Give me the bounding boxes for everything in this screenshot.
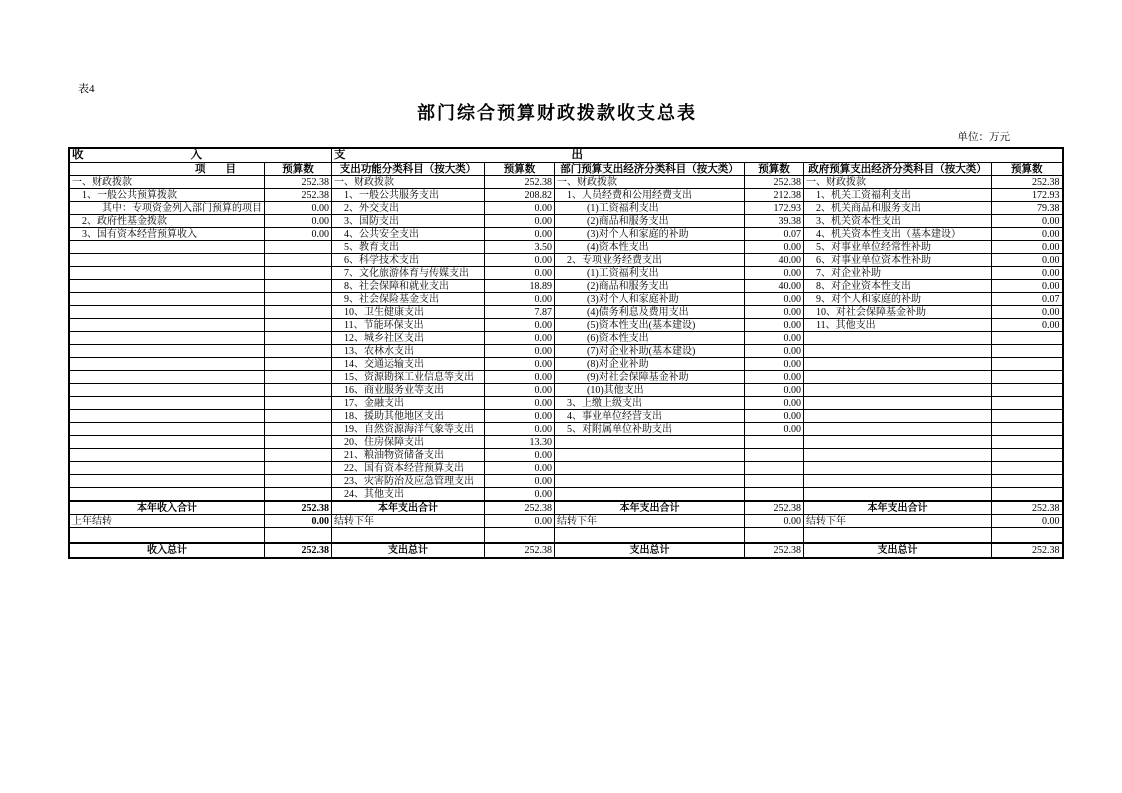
item-label-cell: 17、金融支出: [332, 397, 485, 410]
item-label-cell: 6、对事业单位资本性补助: [804, 254, 992, 267]
item-label-cell: [555, 436, 745, 449]
table-row: [69, 280, 1063, 293]
item-label-cell: (4)资本性支出: [555, 241, 745, 254]
item-label-cell: (8)对企业补助: [555, 358, 745, 371]
item-label-cell: [69, 306, 265, 319]
item-label-cell: 上年结转: [69, 515, 265, 528]
footer-row-carry: [69, 515, 1063, 528]
column-header-budget: 预算数: [992, 163, 1063, 176]
budget-value-cell: 0.00: [745, 384, 804, 397]
budget-value-cell: 0.00: [745, 293, 804, 306]
budget-value-cell: 0.00: [485, 384, 555, 397]
item-label-cell: 3、国有资本经营预算收入: [69, 228, 265, 241]
budget-value-cell: [265, 384, 332, 397]
budget-value-cell: 252.38: [485, 501, 555, 515]
item-label-cell: 其中：专项资金列入部门预算的项目: [69, 202, 265, 215]
item-label-cell: 2、外交支出: [332, 202, 485, 215]
table-row: [69, 410, 1063, 423]
column-header-row: [69, 163, 1063, 176]
item-label-cell: 5、教育支出: [332, 241, 485, 254]
item-label-cell: [69, 436, 265, 449]
budget-value-cell: 0.00: [745, 345, 804, 358]
item-label-cell: [69, 345, 265, 358]
budget-value-cell: 172.93: [992, 189, 1063, 202]
item-label-cell: [804, 384, 992, 397]
budget-value-cell: 252.38: [745, 176, 804, 189]
item-label-cell: 4、公共安全支出: [332, 228, 485, 241]
item-label-cell: (4)债务利息及费用支出: [555, 306, 745, 319]
footer-row-blank: [69, 528, 1063, 544]
budget-value-cell: [265, 254, 332, 267]
item-label-cell: 本年支出合计: [804, 501, 992, 515]
item-label-cell: [69, 462, 265, 475]
budget-value-cell: [265, 449, 332, 462]
item-label-cell: 8、社会保障和就业支出: [332, 280, 485, 293]
table-row: [69, 345, 1063, 358]
budget-value-cell: 0.00: [992, 254, 1063, 267]
budget-value-cell: [745, 488, 804, 502]
budget-value-cell: 0.00: [992, 280, 1063, 293]
item-label-cell: [804, 449, 992, 462]
item-label-cell: [804, 358, 992, 371]
item-label-cell: 6、科学技术支出: [332, 254, 485, 267]
table-row: [69, 397, 1063, 410]
budget-value-cell: [265, 462, 332, 475]
budget-value-cell: 0.00: [485, 332, 555, 345]
budget-value-cell: 0.00: [485, 228, 555, 241]
table-row: [69, 241, 1063, 254]
item-label-cell: 24、其他支出: [332, 488, 485, 502]
item-label-cell: 一、财政拨款: [555, 176, 745, 189]
item-label-cell: [555, 449, 745, 462]
budget-value-cell: 79.38: [992, 202, 1063, 215]
table-row: [69, 254, 1063, 267]
budget-value-cell: [992, 358, 1063, 371]
budget-value-cell: 0.00: [745, 515, 804, 528]
page-title: 部门综合预算财政拨款收支总表: [417, 103, 697, 123]
item-label-cell: 18、援助其他地区支出: [332, 410, 485, 423]
item-label-cell: [804, 423, 992, 436]
budget-value-cell: [265, 319, 332, 332]
budget-value-cell: [265, 475, 332, 488]
budget-value-cell: [992, 332, 1063, 345]
item-label-cell: 本年支出合计: [332, 501, 485, 515]
item-label-cell: [804, 397, 992, 410]
column-header-gov-economic-class: 政府预算支出经济分类科目（按大类）: [804, 163, 992, 176]
item-label-cell: [69, 397, 265, 410]
budget-value-cell: [745, 436, 804, 449]
item-label-cell: [804, 528, 992, 544]
item-label-cell: 1、机关工资福利支出: [804, 189, 992, 202]
budget-value-cell: 0.00: [485, 515, 555, 528]
item-label-cell: 4、机关资本性支出（基本建设）: [804, 228, 992, 241]
budget-value-cell: 252.38: [485, 543, 555, 558]
budget-value-cell: [992, 410, 1063, 423]
budget-value-cell: 252.38: [992, 543, 1063, 558]
budget-value-cell: 0.00: [485, 397, 555, 410]
budget-value-cell: 0.00: [485, 202, 555, 215]
item-label-cell: 12、城乡社区支出: [332, 332, 485, 345]
budget-value-cell: 0.00: [745, 410, 804, 423]
column-header-budget: 预算数: [265, 163, 332, 176]
footer-row-grand: [69, 543, 1063, 558]
item-label-cell: [804, 475, 992, 488]
budget-value-cell: 0.00: [745, 267, 804, 280]
budget-value-cell: 0.00: [745, 423, 804, 436]
budget-value-cell: 0.00: [485, 410, 555, 423]
budget-value-cell: [265, 306, 332, 319]
budget-value-cell: [265, 371, 332, 384]
item-label-cell: [555, 462, 745, 475]
budget-value-cell: 0.00: [265, 228, 332, 241]
column-header-budget: 预算数: [745, 163, 804, 176]
item-label-cell: (1)工资福利支出: [555, 267, 745, 280]
item-label-cell: [332, 528, 485, 544]
item-label-cell: 7、文化旅游体育与传媒支出: [332, 267, 485, 280]
budget-value-cell: 252.38: [485, 176, 555, 189]
item-label-cell: 23、灾害防治及应急管理支出: [332, 475, 485, 488]
table-row: [69, 358, 1063, 371]
item-label-cell: 2、专项业务经费支出: [555, 254, 745, 267]
table-row: [69, 215, 1063, 228]
table-row: [69, 176, 1063, 189]
budget-value-cell: [265, 293, 332, 306]
budget-value-cell: 0.00: [485, 371, 555, 384]
table-row: [69, 371, 1063, 384]
item-label-cell: 结转下年: [332, 515, 485, 528]
table-row: [69, 189, 1063, 202]
budget-value-cell: 0.00: [745, 332, 804, 345]
budget-value-cell: 0.00: [485, 254, 555, 267]
budget-value-cell: 0.00: [745, 358, 804, 371]
budget-value-cell: 0.00: [992, 241, 1063, 254]
budget-value-cell: 0.00: [745, 241, 804, 254]
expense-group-header: 支出: [332, 148, 1063, 163]
item-label-cell: [69, 358, 265, 371]
column-header-budget: 预算数: [485, 163, 555, 176]
budget-value-cell: [265, 528, 332, 544]
item-label-cell: [69, 332, 265, 345]
item-label-cell: (10)其他支出: [555, 384, 745, 397]
item-label-cell: [69, 241, 265, 254]
item-label-cell: 结转下年: [804, 515, 992, 528]
item-label-cell: (1)工资福利支出: [555, 202, 745, 215]
table-footer: [69, 501, 1063, 558]
budget-value-cell: 0.00: [992, 515, 1063, 528]
item-label-cell: 1、一般公共服务支出: [332, 189, 485, 202]
budget-value-cell: [265, 267, 332, 280]
item-label-cell: 支出总计: [804, 543, 992, 558]
table-tag: 表4: [78, 83, 95, 95]
table-row: [69, 293, 1063, 306]
item-label-cell: [69, 423, 265, 436]
item-label-cell: [804, 332, 992, 345]
table-row: [69, 306, 1063, 319]
budget-value-cell: [992, 436, 1063, 449]
budget-value-cell: [265, 397, 332, 410]
budget-value-cell: 0.00: [745, 306, 804, 319]
budget-value-cell: 252.38: [265, 189, 332, 202]
item-label-cell: [69, 475, 265, 488]
item-label-cell: 19、自然资源海洋气象等支出: [332, 423, 485, 436]
item-label-cell: 3、机关资本性支出: [804, 215, 992, 228]
budget-value-cell: 0.00: [485, 423, 555, 436]
budget-value-cell: 0.00: [992, 319, 1063, 332]
item-label-cell: 8、对企业资本性支出: [804, 280, 992, 293]
item-label-cell: 一、财政拨款: [332, 176, 485, 189]
item-label-cell: [555, 475, 745, 488]
item-label-cell: (9)对社会保障基金补助: [555, 371, 745, 384]
budget-value-cell: 39.38: [745, 215, 804, 228]
item-label-cell: [69, 488, 265, 502]
table-row: [69, 462, 1063, 475]
budget-value-cell: 0.00: [485, 449, 555, 462]
budget-value-cell: [265, 280, 332, 293]
budget-value-cell: 252.38: [745, 501, 804, 515]
item-label-cell: (3)对个人和家庭的补助: [555, 228, 745, 241]
item-label-cell: 7、对企业补助: [804, 267, 992, 280]
budget-value-cell: [265, 345, 332, 358]
budget-value-cell: 0.00: [485, 345, 555, 358]
budget-value-cell: [992, 384, 1063, 397]
budget-value-cell: 212.38: [745, 189, 804, 202]
item-label-cell: 一、财政拨款: [804, 176, 992, 189]
budget-value-cell: [485, 528, 555, 544]
budget-value-cell: 0.00: [485, 319, 555, 332]
budget-value-cell: 7.87: [485, 306, 555, 319]
item-label-cell: 2、机关商品和服务支出: [804, 202, 992, 215]
budget-value-cell: 40.00: [745, 254, 804, 267]
budget-value-cell: 0.00: [485, 267, 555, 280]
budget-value-cell: 0.07: [992, 293, 1063, 306]
footer-row-total: [69, 501, 1063, 515]
item-label-cell: [69, 267, 265, 280]
item-label-cell: 2、政府性基金拨款: [69, 215, 265, 228]
item-label-cell: 9、社会保险基金支出: [332, 293, 485, 306]
item-label-cell: 9、对个人和家庭的补助: [804, 293, 992, 306]
item-label-cell: 4、事业单位经营支出: [555, 410, 745, 423]
item-label-cell: 5、对附属单位补助支出: [555, 423, 745, 436]
item-label-cell: 结转下年: [555, 515, 745, 528]
item-label-cell: 14、交通运输支出: [332, 358, 485, 371]
budget-value-cell: 208.82: [485, 189, 555, 202]
budget-value-cell: 0.00: [992, 306, 1063, 319]
item-label-cell: [804, 371, 992, 384]
budget-value-cell: 0.00: [992, 267, 1063, 280]
budget-value-cell: 0.00: [992, 228, 1063, 241]
budget-value-cell: [992, 423, 1063, 436]
item-label-cell: 21、粮油物资储备支出: [332, 449, 485, 462]
table-row: [69, 475, 1063, 488]
item-label-cell: [804, 345, 992, 358]
item-label-cell: 16、商业服务业等支出: [332, 384, 485, 397]
table-row: [69, 319, 1063, 332]
budget-value-cell: [992, 488, 1063, 502]
table-body: [69, 176, 1063, 502]
item-label-cell: [69, 254, 265, 267]
budget-value-cell: [745, 475, 804, 488]
budget-value-cell: 0.00: [485, 488, 555, 502]
budget-value-cell: 18.89: [485, 280, 555, 293]
item-label-cell: (6)资本性支出: [555, 332, 745, 345]
budget-value-cell: [265, 488, 332, 502]
budget-value-cell: [265, 436, 332, 449]
budget-value-cell: 0.00: [265, 515, 332, 528]
item-label-cell: 收入总计: [69, 543, 265, 558]
item-label-cell: 13、农林水支出: [332, 345, 485, 358]
budget-value-cell: 252.38: [265, 176, 332, 189]
budget-value-cell: [265, 358, 332, 371]
budget-value-cell: 252.38: [265, 543, 332, 558]
table-row: [69, 423, 1063, 436]
budget-value-cell: [265, 423, 332, 436]
item-label-cell: 支出总计: [332, 543, 485, 558]
table-row: [69, 332, 1063, 345]
item-label-cell: 1、人员经费和公用经费支出: [555, 189, 745, 202]
table-row: [69, 228, 1063, 241]
budget-value-cell: [265, 410, 332, 423]
item-label-cell: [804, 436, 992, 449]
column-header-function-class: 支出功能分类科目（按大类）: [332, 163, 485, 176]
item-label-cell: (2)商品和服务支出: [555, 280, 745, 293]
budget-value-cell: 252.38: [265, 501, 332, 515]
table-row: [69, 267, 1063, 280]
budget-value-cell: [992, 462, 1063, 475]
budget-value-cell: 252.38: [992, 501, 1063, 515]
item-label-cell: [69, 280, 265, 293]
budget-value-cell: 0.00: [745, 319, 804, 332]
item-label-cell: 1、一般公共预算拨款: [69, 189, 265, 202]
item-label-cell: 10、对社会保障基金补助: [804, 306, 992, 319]
table-row: [69, 436, 1063, 449]
item-label-cell: [804, 488, 992, 502]
item-label-cell: 3、国防支出: [332, 215, 485, 228]
column-header-dept-economic-class: 部门预算支出经济分类科目（按大类）: [555, 163, 745, 176]
table-row: [69, 449, 1063, 462]
budget-value-cell: 3.50: [485, 241, 555, 254]
item-label-cell: [69, 449, 265, 462]
budget-value-cell: 172.93: [745, 202, 804, 215]
budget-value-cell: [745, 449, 804, 462]
unit-note: 单位：万元: [957, 132, 1010, 143]
item-label-cell: (5)资本性支出(基本建设): [555, 319, 745, 332]
group-header-row: [69, 148, 1063, 163]
item-label-cell: (3)对个人和家庭补助: [555, 293, 745, 306]
item-label-cell: [69, 410, 265, 423]
budget-value-cell: [265, 332, 332, 345]
budget-value-cell: 0.00: [485, 462, 555, 475]
budget-value-cell: 0.00: [992, 215, 1063, 228]
item-label-cell: 3、上缴上级支出: [555, 397, 745, 410]
budget-value-cell: [992, 345, 1063, 358]
budget-value-cell: [745, 528, 804, 544]
budget-value-cell: 0.07: [745, 228, 804, 241]
budget-value-cell: 0.00: [745, 397, 804, 410]
budget-table: [68, 147, 1064, 559]
item-label-cell: [69, 528, 265, 544]
income-group-header: 收入: [69, 148, 332, 163]
item-label-cell: 11、其他支出: [804, 319, 992, 332]
item-label-cell: [69, 293, 265, 306]
budget-value-cell: 0.00: [745, 371, 804, 384]
budget-value-cell: 0.00: [265, 202, 332, 215]
budget-value-cell: 0.00: [485, 358, 555, 371]
item-label-cell: [555, 488, 745, 502]
budget-value-cell: 13.30: [485, 436, 555, 449]
item-label-cell: [69, 319, 265, 332]
item-label-cell: 本年收入合计: [69, 501, 265, 515]
budget-value-cell: 252.38: [745, 543, 804, 558]
item-label-cell: 15、资源勘探工业信息等支出: [332, 371, 485, 384]
item-label-cell: 22、国有资本经营预算支出: [332, 462, 485, 475]
item-label-cell: [69, 371, 265, 384]
item-label-cell: [69, 384, 265, 397]
table-row: [69, 384, 1063, 397]
item-label-cell: 本年支出合计: [555, 501, 745, 515]
budget-value-cell: 40.00: [745, 280, 804, 293]
item-label-cell: 10、卫生健康支出: [332, 306, 485, 319]
budget-value-cell: 0.00: [485, 475, 555, 488]
budget-value-cell: [992, 397, 1063, 410]
budget-value-cell: 0.00: [485, 293, 555, 306]
budget-value-cell: [992, 528, 1063, 544]
budget-value-cell: [992, 449, 1063, 462]
item-label-cell: [555, 528, 745, 544]
item-label-cell: 20、住房保障支出: [332, 436, 485, 449]
budget-value-cell: [265, 241, 332, 254]
table-row: [69, 488, 1063, 502]
item-label-cell: 11、节能环保支出: [332, 319, 485, 332]
item-label-cell: (2)商品和服务支出: [555, 215, 745, 228]
item-label-cell: 支出总计: [555, 543, 745, 558]
budget-value-cell: [745, 462, 804, 475]
item-label-cell: [804, 462, 992, 475]
item-label-cell: (7)对企业补助(基本建设): [555, 345, 745, 358]
budget-value-cell: [992, 371, 1063, 384]
budget-value-cell: 252.38: [992, 176, 1063, 189]
column-header-item: 项目: [69, 163, 265, 176]
budget-value-cell: 0.00: [265, 215, 332, 228]
budget-value-cell: [992, 475, 1063, 488]
table-row: [69, 202, 1063, 215]
budget-value-cell: 0.00: [485, 215, 555, 228]
item-label-cell: 5、对事业单位经常性补助: [804, 241, 992, 254]
item-label-cell: [804, 410, 992, 423]
item-label-cell: 一、财政拨款: [69, 176, 265, 189]
